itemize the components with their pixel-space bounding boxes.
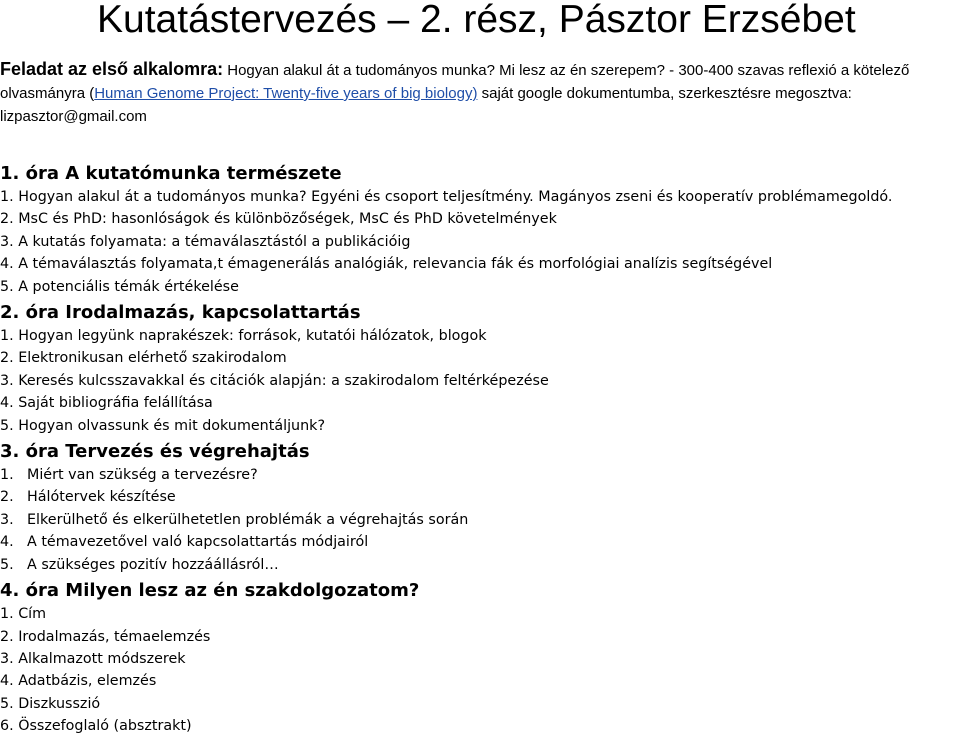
list-item [0,208,958,230]
item-text: A témaválasztás folyamata,t émagenerálás analógiák, relevancia fák és morfológiai analízis segítségével [18,256,773,273]
item-number: 2. [0,350,14,367]
intro-text-after-link: saját google dokumentumba, szerkesztésre megosztva: lizpasztor@gmail.com [0,85,852,125]
item-text: Hogyan legyünk naprakészek: források, kutatói hálózatok, blogok [18,328,487,345]
list-item [0,554,958,576]
list-item [0,648,958,670]
item-number: 3. [0,372,14,389]
item-number: 2. [0,628,14,645]
item-text: Diszkusszió [18,695,101,712]
item-number: 4. [0,395,14,412]
item-number: 3. [0,511,14,528]
list-item [0,370,958,392]
list-item [0,325,958,347]
item-number: 6. [0,718,14,735]
item-text: Hogyan alakul át a tudományos munka? Egyéni és csoport teljesítmény. Magányos zseni és kooperatív problémamegoldó. [18,189,893,205]
item-text: A szükséges pozitív hozzáállásról… [27,556,279,573]
intro-text-before-link: Hogyan alakul át a tudományos munka? Mi lesz az én szerepem? - 300-400 szavas reflexió a kötelező olvasmányra ( [0,62,910,102]
item-text: Elektronikusan elérhető szakirodalom [18,350,287,367]
item-number: 1. [0,189,14,205]
list-item [0,276,958,298]
reading-link[interactable]: Human Genome Project: Twenty-five years of big biology) [94,85,478,102]
list-item [0,347,958,369]
item-number: 4. [0,534,14,551]
item-text: Cím [18,606,47,623]
item-number: 3. [0,233,14,250]
section-heading-2: 2. óra Irodalmazás, kapcsolattartás [0,302,361,324]
intro-paragraph [0,58,958,128]
list-item [0,693,958,715]
item-number: 1. [0,606,14,623]
item-text: Saját bibliográfia felállítása [18,395,213,412]
list-item [0,670,958,692]
item-text: Keresés kulcsszavakkal és citációk alapján: a szakirodalom feltérképezése [18,372,549,389]
section-heading-1: 1. óra A kutatómunka természete [0,163,342,184]
list-item [0,392,958,414]
item-text: Hálótervek készítése [27,489,176,506]
list-item [0,186,958,208]
section-heading-3: 3. óra Tervezés és végrehajtás [0,441,310,463]
item-number: 2. [0,489,14,506]
item-text: Irodalmazás, témaelemzés [18,628,211,645]
item-text: MsC és PhD: hasonlóságok és különbözőségek, MsC és PhD követelmények [18,211,557,228]
item-text: Alkalmazott módszerek [18,650,186,667]
item-text: A potenciális témák értékelése [18,278,239,295]
item-text: Összefoglaló (absztrakt) [18,718,192,735]
item-text: A kutatás folyamata: a témaválasztástól a publikációig [18,233,411,250]
item-text: A témavezetővel való kapcsolattartás módjairól [27,534,369,551]
course-outline [0,159,958,738]
item-number: 5. [0,556,14,573]
item-number: 1. [0,328,14,345]
item-number: 4. [0,673,14,690]
item-number: 5. [0,417,14,434]
item-number: 5. [0,695,14,712]
intro-lead: Feladat az első alkalomra: [0,59,224,79]
list-item [0,231,958,253]
list-item [0,415,958,437]
list-item [0,509,958,531]
item-text: Miért van szükség a tervezésre? [27,467,258,484]
item-text: Hogyan olvassunk és mit dokumentáljunk? [18,417,326,434]
item-number: 3. [0,650,14,667]
item-text: Adatbázis, elemzés [18,673,157,690]
list-item [0,253,958,275]
section-heading-4: 4. óra Milyen lesz az én szakdolgozatom? [0,580,420,602]
page-title: Kutatástervezés – 2. rész, Pásztor Erzsébet [97,0,856,41]
item-number: 2. [0,211,14,228]
list-item [0,715,958,737]
item-text: Elkerülhető és elkerülhetetlen problémák a végrehajtás során [27,511,469,528]
list-item [0,626,958,648]
item-number: 1. [0,467,14,484]
list-item [0,486,958,508]
list-item [0,531,958,553]
list-item [0,603,958,625]
item-number: 4. [0,256,14,273]
item-number: 5. [0,278,14,295]
list-item [0,464,958,486]
